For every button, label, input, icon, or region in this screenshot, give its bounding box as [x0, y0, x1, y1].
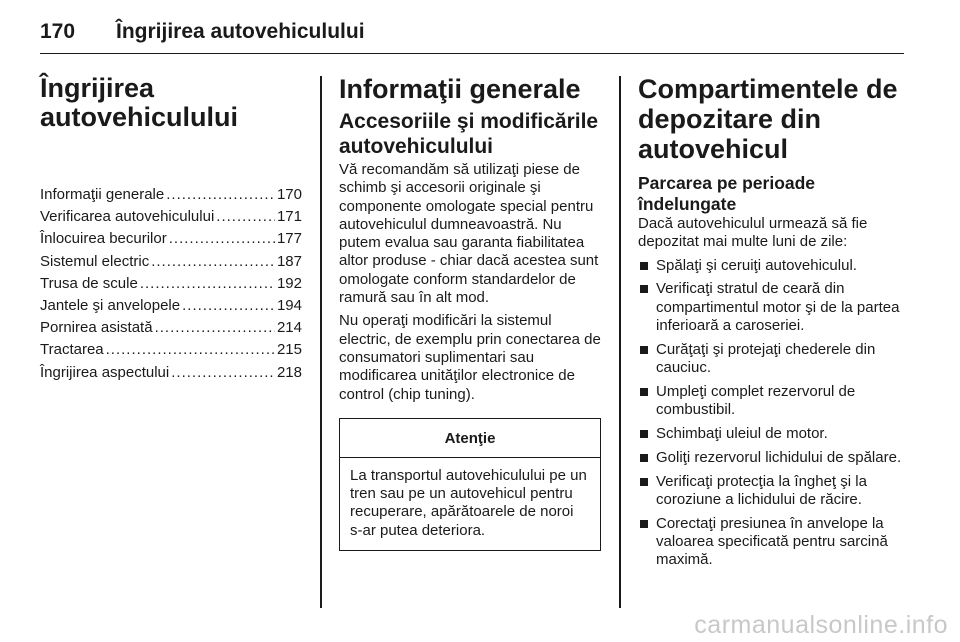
parking-checklist [638, 257, 906, 570]
general-info-column [339, 74, 601, 551]
toc-item-tractarea[interactable] [40, 339, 302, 361]
table-of-contents [40, 184, 302, 384]
list-item-text: Corectaţi presiunea în anvelope la valoarea specificată pentru sarcină maximă. [656, 514, 888, 569]
caution-title: Atenţie [340, 419, 600, 458]
bullet-square-icon [640, 388, 648, 396]
toc-item-ingrijirea-aspectului[interactable] [40, 362, 302, 384]
toc-label: Verificarea autovehiculului [40, 208, 215, 226]
caution-text: La transportul autovehiculului pe un tren sau pe un autovehicul pentru recuperare, apărătoarele de noroi s-ar putea deteriora. [350, 466, 587, 539]
toc-page: 171 [276, 208, 302, 226]
toc-leader [166, 184, 275, 206]
bullet-square-icon [640, 346, 648, 354]
bullet-square-icon [640, 478, 648, 486]
list-item [638, 257, 906, 275]
toc-label: Jantele şi anvelopele [40, 297, 181, 315]
section-title-storage: Compartimentele de depozitare din autovehicul [638, 74, 898, 164]
chapter-column [40, 74, 302, 384]
paragraph-electrical: Nu operaţi modificări la sistemul electric, de exemplu prin conectarea de consumatori suplimentari sau modificarea unităţilor electronice de control (chip tuning). [339, 312, 601, 403]
chapter-title-line2: autovehiculului [40, 102, 239, 132]
list-item [638, 383, 906, 420]
column-divider-right [619, 76, 621, 608]
list-item [638, 515, 906, 570]
storage-column [638, 74, 906, 575]
list-item-text: Spălaţi şi ceruiţi autovehiculul. [656, 256, 857, 274]
chapter-title [40, 74, 302, 132]
toc-item-trusa-de-scule[interactable] [40, 273, 302, 295]
toc-leader [171, 362, 275, 384]
toc-page: 187 [276, 252, 302, 270]
page-header [40, 14, 904, 54]
watermark: carmanualsonline.info [694, 611, 948, 639]
toc-label: Trusa de scule [40, 274, 138, 292]
toc-leader [140, 273, 275, 295]
toc-item-pornirea-asistata[interactable] [40, 317, 302, 339]
paragraph-parking-intro: Dacă autovehiculul urmează să fie depozitat mai multe luni de zile: [638, 215, 868, 251]
toc-leader [106, 339, 275, 361]
toc-page: 215 [276, 341, 302, 359]
toc-item-verificarea[interactable] [40, 206, 302, 228]
chapter-title-line1: Îngrijirea [40, 73, 155, 103]
list-item-text: Verificaţi protecţia la îngheţ şi la coroziune a lichidului de răcire. [656, 472, 867, 508]
bullet-square-icon [640, 285, 648, 293]
toc-label: Îngrijirea aspectului [40, 363, 170, 381]
toc-page: 194 [276, 297, 302, 315]
list-item [638, 341, 906, 378]
subsection-title-accessories: Accesoriile şi modificările autovehiculului [339, 110, 599, 158]
toc-page: 192 [276, 274, 302, 292]
toc-leader [169, 228, 275, 250]
toc-page: 170 [276, 186, 302, 203]
paragraph-accessories: Vă recomandăm să utilizaţi piese de schimb şi accesorii originale şi componente omologate special pentru autovehiculul dumneavoastră. Nu putem evalua sau garanta fiabilitatea altor produse - chiar dacă acestea sunt omologate conform standardelor de ramură sau în alt mod. [339, 161, 599, 307]
list-item [638, 473, 906, 510]
column-divider-left [320, 76, 322, 608]
list-item [638, 280, 906, 335]
toc-leader [182, 295, 275, 317]
toc-item-sistemul-electric[interactable] [40, 251, 302, 273]
bullet-square-icon [640, 520, 648, 528]
list-item [638, 449, 906, 467]
bullet-square-icon [640, 262, 648, 270]
toc-page: 218 [276, 363, 302, 381]
list-item-text: Umpleţi complet rezervorul de combustibil. [656, 382, 856, 419]
list-item-text: Schimbaţi uleiul de motor. [656, 424, 828, 442]
toc-leader [151, 251, 275, 273]
toc-label: Înlocuirea becurilor [40, 230, 167, 248]
running-title: Îngrijirea autovehiculului [116, 20, 365, 43]
subsection-title-parking: Parcarea pe perioade îndelungate [638, 173, 816, 214]
toc-page: 177 [276, 230, 302, 248]
toc-label: Informaţii generale [40, 186, 165, 203]
toc-leader [155, 317, 275, 339]
toc-item-informatii-generale[interactable] [40, 184, 302, 206]
bullet-square-icon [640, 430, 648, 438]
toc-leader [216, 206, 275, 228]
toc-page: 214 [276, 319, 302, 337]
toc-item-jantele[interactable] [40, 295, 302, 317]
section-title-general: Informaţii generale [339, 74, 581, 104]
list-item [638, 425, 906, 443]
toc-label: Pornirea asistată [40, 319, 153, 337]
toc-label: Sistemul electric [40, 252, 150, 270]
bullet-square-icon [640, 454, 648, 462]
list-item-text: Goliţi rezervorul lichidului de spălare. [656, 448, 902, 466]
toc-label: Tractarea [40, 341, 104, 359]
page-number: 170 [40, 20, 76, 43]
list-item-text: Curăţaţi şi protejaţi chederele din cauciuc. [656, 340, 876, 377]
list-item-text: Verificaţi stratul de ceară din compartimentul motor şi de la partea inferioară a caroseriei. [656, 280, 900, 334]
toc-item-inlocuirea-becurilor[interactable] [40, 228, 302, 250]
caution-box [339, 418, 601, 551]
